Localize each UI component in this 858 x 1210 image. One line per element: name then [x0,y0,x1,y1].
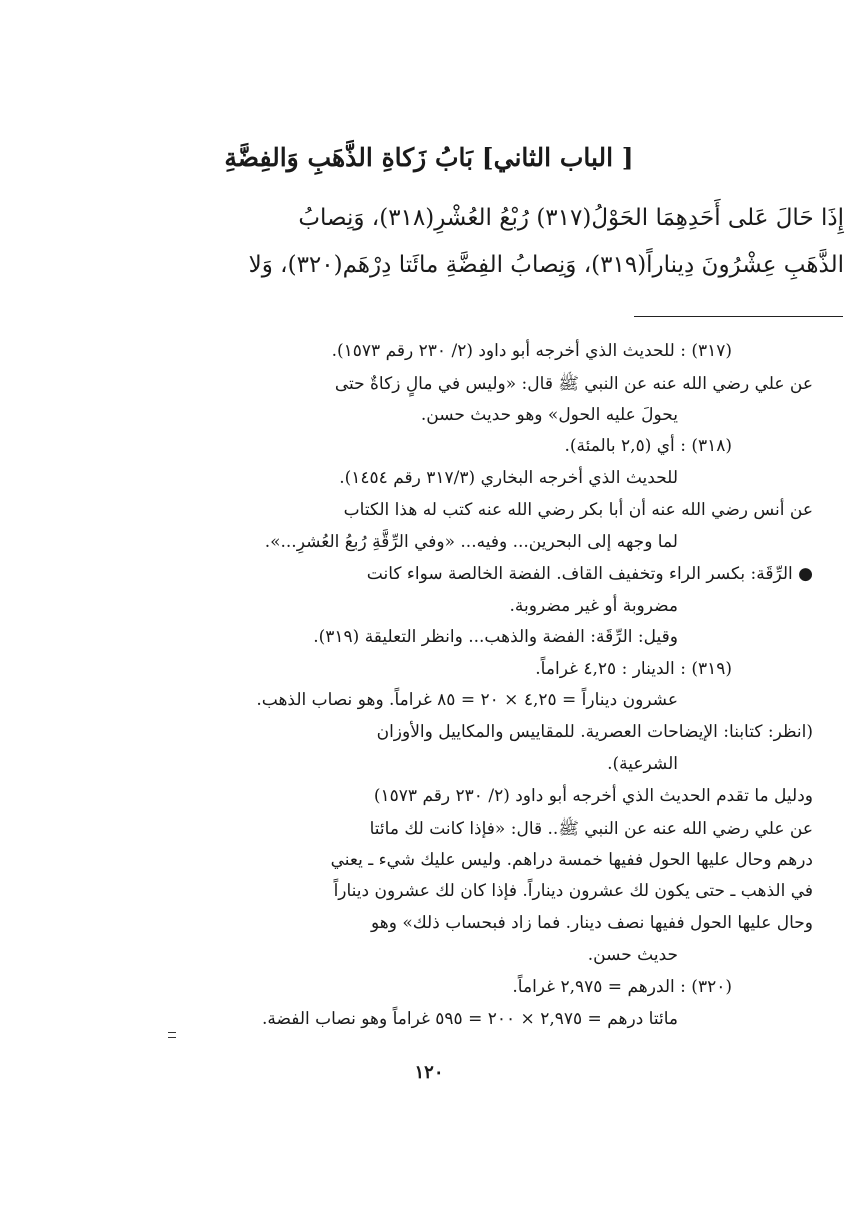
footnote-line: (انظر: كتابنا: الإيضاحات العصرية. للمقاييس والمكاييل والأوزان [376,722,813,742]
footnote-line: ودليل ما تقدم الحديث الذي أخرجه أبو داود (٢/ ٢٣٠ رقم ١٥٧٣) [373,786,813,806]
footnote-line: درهم وحال عليها الحول ففيها خمسة دراهم. وليس عليك شيء ـ يعني [330,850,813,870]
footnote-line: لما وجهه إلى البحرين... وفيه... «وفي الرِّقَّةِ رُبعُ العُشرِ...». [264,532,678,552]
footnote-320-header: (٣٢٠) : الدرهم = ٢,٩٧٥ غراماً. [512,977,732,997]
footnote-line: وقيل: الرِّقَة: الفضة والذهب... وانظر التعليقة (٣١٩). [313,627,678,647]
footnote-line: في الذهب ـ حتى يكون لك عشرون ديناراً. فإذا كان لك عشرون ديناراً [333,881,813,901]
footnote-line: للحديث الذي أخرجه البخاري (٣١٧/٣ رقم ١٤٥٤). [339,468,678,488]
footnote-separator [634,316,843,317]
continuation-mark [168,1032,176,1038]
footnote-318-header: (٣١٨) : أي (٢,٥ بالمئة). [564,436,732,456]
footnote-line: عشرون ديناراً = ٤,٢٥ × ٢٠ = ٨٥ غراماً. وهو نصاب الذهب. [256,690,678,710]
footnote-317-header: (٣١٧) : للحديث الذي أخرجه أبو داود (٢/ ٢٣٠ رقم ١٥٧٣). [331,341,732,361]
footnote-line: عن علي رضي الله عنه عن النبي ﷺ.. قال: «فإذا كانت لك مائتا [369,819,813,839]
footnote-319-header: (٣١٩) : الدينار : ٤,٢٥ غراماً. [535,659,732,679]
footnote-line: عن أنس رضي الله عنه أن أبا بكر رضي الله عنه كتب له هذا الكتاب [343,500,813,520]
main-text-line-1: إِذَا حَالَ عَلى أَحَدِهِمَا الحَوْلُ(٣١٧) رُبْعُ العُشْرِ(٣١٨)، وَنِصابُ [298,205,844,231]
footnote-line: حديث حسن. [587,945,678,965]
footnote-line: وحال عليها الحول ففيها نصف دينار. فما زاد فبحساب ذلك» وهو [370,913,813,933]
page-number: ١٢٠ [414,1062,444,1083]
footnote-line: مضروبة أو غير مضروبة. [509,596,678,616]
main-text-line-2: الذَّهَبِ عِشْرُونَ دِيناراً(٣١٩)، وَنِصابُ الفِضَّةِ مائَتا دِرْهَم(٣٢٠)، وَلا [248,252,844,278]
footnote-line: عن علي رضي الله عنه عن النبي ﷺ قال: «وليس في مالٍ زكاةٌ حتى [334,374,813,394]
chapter-heading: [ الباب الثاني] بَابُ زَكاةِ الذَّهَبِ وَالفِضَّةِ [224,143,634,172]
footnote-line: الشرعية). [607,754,678,774]
footnote-line: مائتا درهم = ٢,٩٧٥ × ٢٠٠ = ٥٩٥ غراماً وهو نصاب الفضة. [262,1009,678,1029]
footnote-line: يحولَ عليه الحول» وهو حديث حسن. [420,405,678,425]
footnote-line: ● الرِّقَة: بكسر الراء وتخفيف القاف. الفضة الخالصة سواء كانت [366,564,813,584]
